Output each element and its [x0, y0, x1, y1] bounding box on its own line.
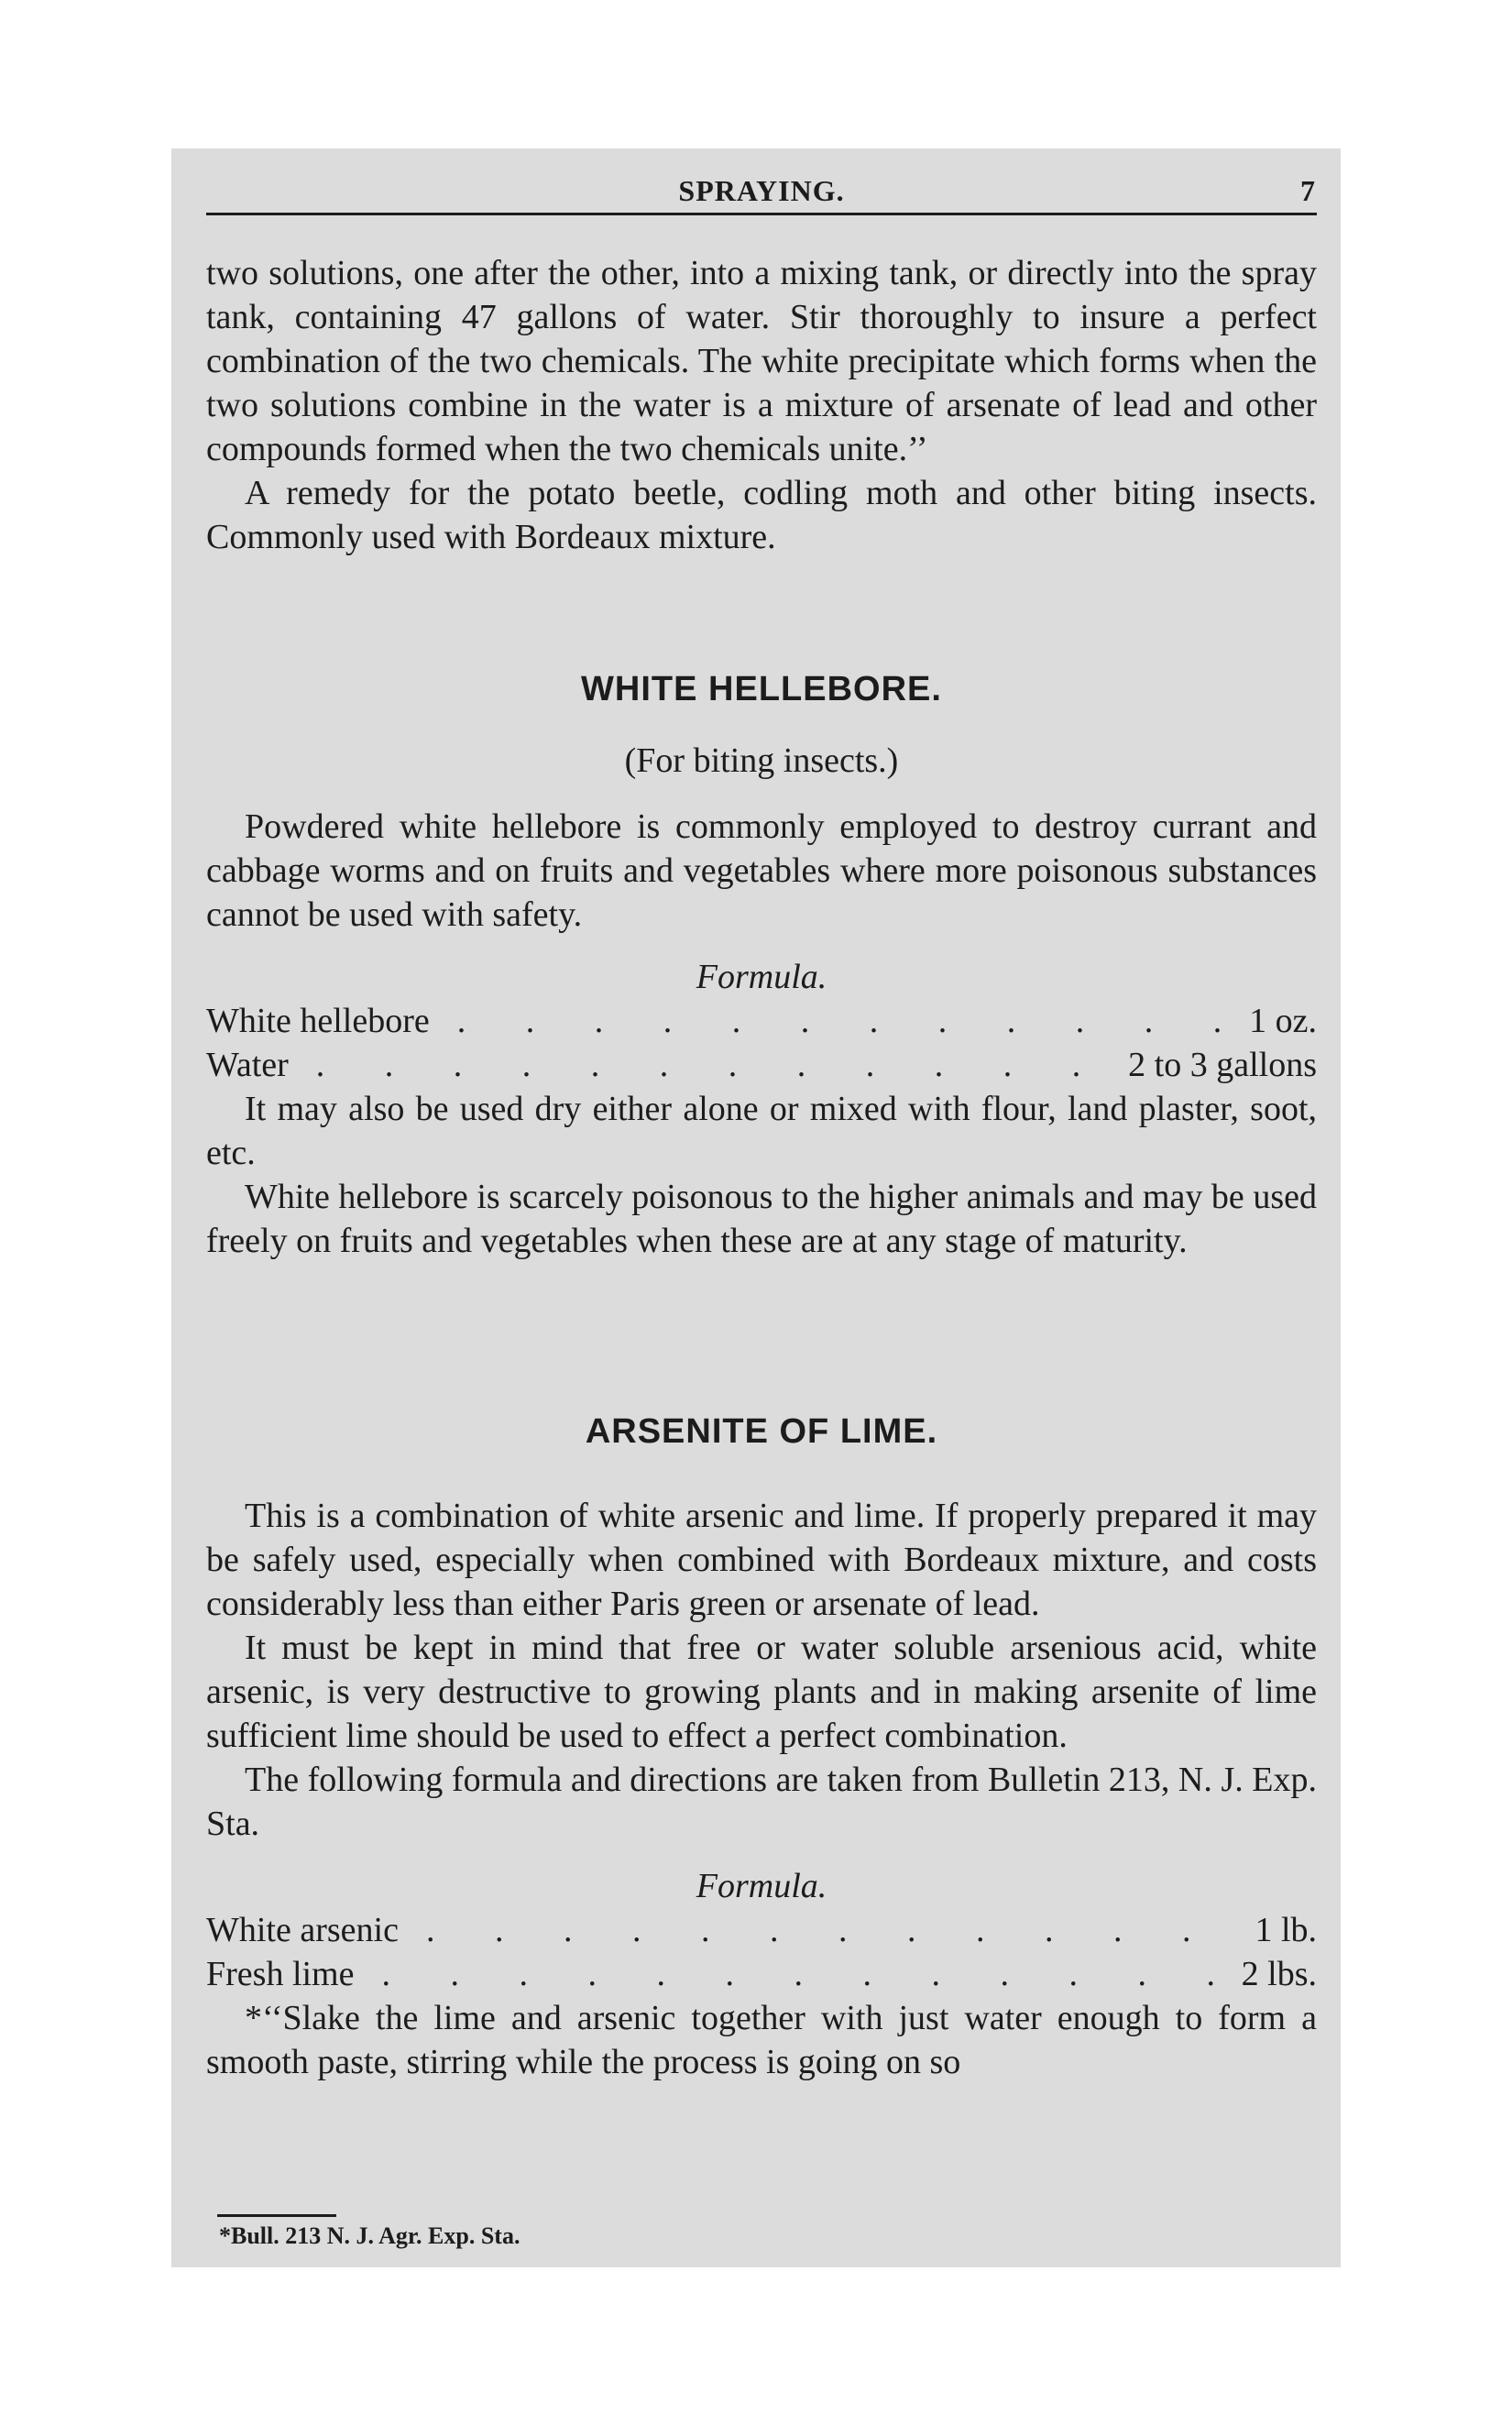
- intro-paragraph-1: two solutions, one after the other, into a mixing tank, or directly into the spray tank, containing 47 gallons of water. Stir thoroughly to insure a perfect combination of the two chemicals. The white precipitate which forms when the two solutions combine in the water is a mixture of arsenate of lead and other compounds formed when the two chemicals unite.’’: [206, 254, 1317, 468]
- leader-dots: [399, 1908, 1247, 1952]
- formula-label: Formula.: [696, 1867, 827, 1905]
- footnote-rule: [217, 2214, 336, 2217]
- formula-ingredient: White arsenic: [206, 1911, 399, 1949]
- footnote: *Bull. 213 N. J. Agr. Exp. Sta.: [219, 2222, 520, 2249]
- section-heading: WHITE HELLEBORE.: [581, 670, 942, 708]
- hellebore-subheading-block: [206, 739, 1317, 783]
- hellebore-section: [206, 805, 1317, 1263]
- formula-ingredient: Water: [206, 1046, 289, 1084]
- formula-row: [206, 1908, 1317, 1952]
- hellebore-paragraph-3: White hellebore is scarcely poisonous to the higher animals and may be used freely on fruits and vegetables when these are at any stage of maturity.: [206, 1178, 1317, 1260]
- arsenite-paragraph-3: The following formula and directions are taken from Bulletin 213, N. J. Exp. Sta.: [206, 1761, 1317, 1843]
- formula-quantity: 2 lbs.: [1241, 1955, 1317, 1993]
- intro-paragraph-2: A remedy for the potato beetle, codling moth and other biting insects. Commonly used with Bordeaux mixture.: [206, 474, 1317, 556]
- formula-row: [206, 1952, 1317, 1996]
- arsenite-paragraph-2: It must be kept in mind that free or water soluble arsenious acid, white arsenic, is very destructive to growing plants and in making arsenite of lime sufficient lime should be used to effect a perfect combination.: [206, 1629, 1317, 1755]
- book-page: [171, 148, 1341, 2267]
- arsenite-paragraph-1: This is a combination of white arsenic and lime. If properly prepared it may be safely used, especially when combined with Bordeaux mixture, and costs considerably less than either Paris green or arsenate of lead.: [206, 1497, 1317, 1623]
- running-head: SPRAYING.: [678, 174, 845, 207]
- leader-dots: [289, 1043, 1121, 1087]
- formula-quantity: 1 lb.: [1255, 1911, 1317, 1949]
- hellebore-paragraph-2: It may also be used dry either alone or mixed with flour, land plaster, soot, etc.: [206, 1090, 1317, 1172]
- formula-quantity: 2 to 3 gallons: [1128, 1046, 1317, 1084]
- hellebore-heading: [206, 667, 1317, 711]
- page-number: 7: [1300, 174, 1315, 207]
- formula-row: [206, 999, 1317, 1043]
- formula-ingredient: White hellebore: [206, 1002, 430, 1040]
- arsenite-heading: [206, 1410, 1317, 1454]
- leader-dots: [354, 1952, 1233, 1996]
- intro-section: [206, 251, 1317, 559]
- formula-label: Formula.: [696, 958, 827, 996]
- leader-dots: [430, 999, 1242, 1043]
- formula-row: [206, 1043, 1317, 1087]
- formula-ingredient: Fresh lime: [206, 1955, 355, 1993]
- arsenite-section: [206, 1494, 1317, 2084]
- section-subheading: (For biting insects.): [624, 741, 899, 780]
- formula-quantity: 1 oz.: [1249, 1002, 1317, 1040]
- page-header: [206, 174, 1317, 211]
- hellebore-paragraph-1: Powdered white hellebore is commonly employed to destroy currant and cabbage worms and on fruits and vegetables where more poisonous substances cannot be used with safety.: [206, 807, 1317, 934]
- section-heading: ARSENITE OF LIME.: [585, 1412, 938, 1451]
- header-rule: [206, 213, 1317, 215]
- arsenite-paragraph-4: *‘‘Slake the lime and arsenic together with just water enough to form a smooth paste, stirring while the process is going on so: [206, 1999, 1317, 2081]
